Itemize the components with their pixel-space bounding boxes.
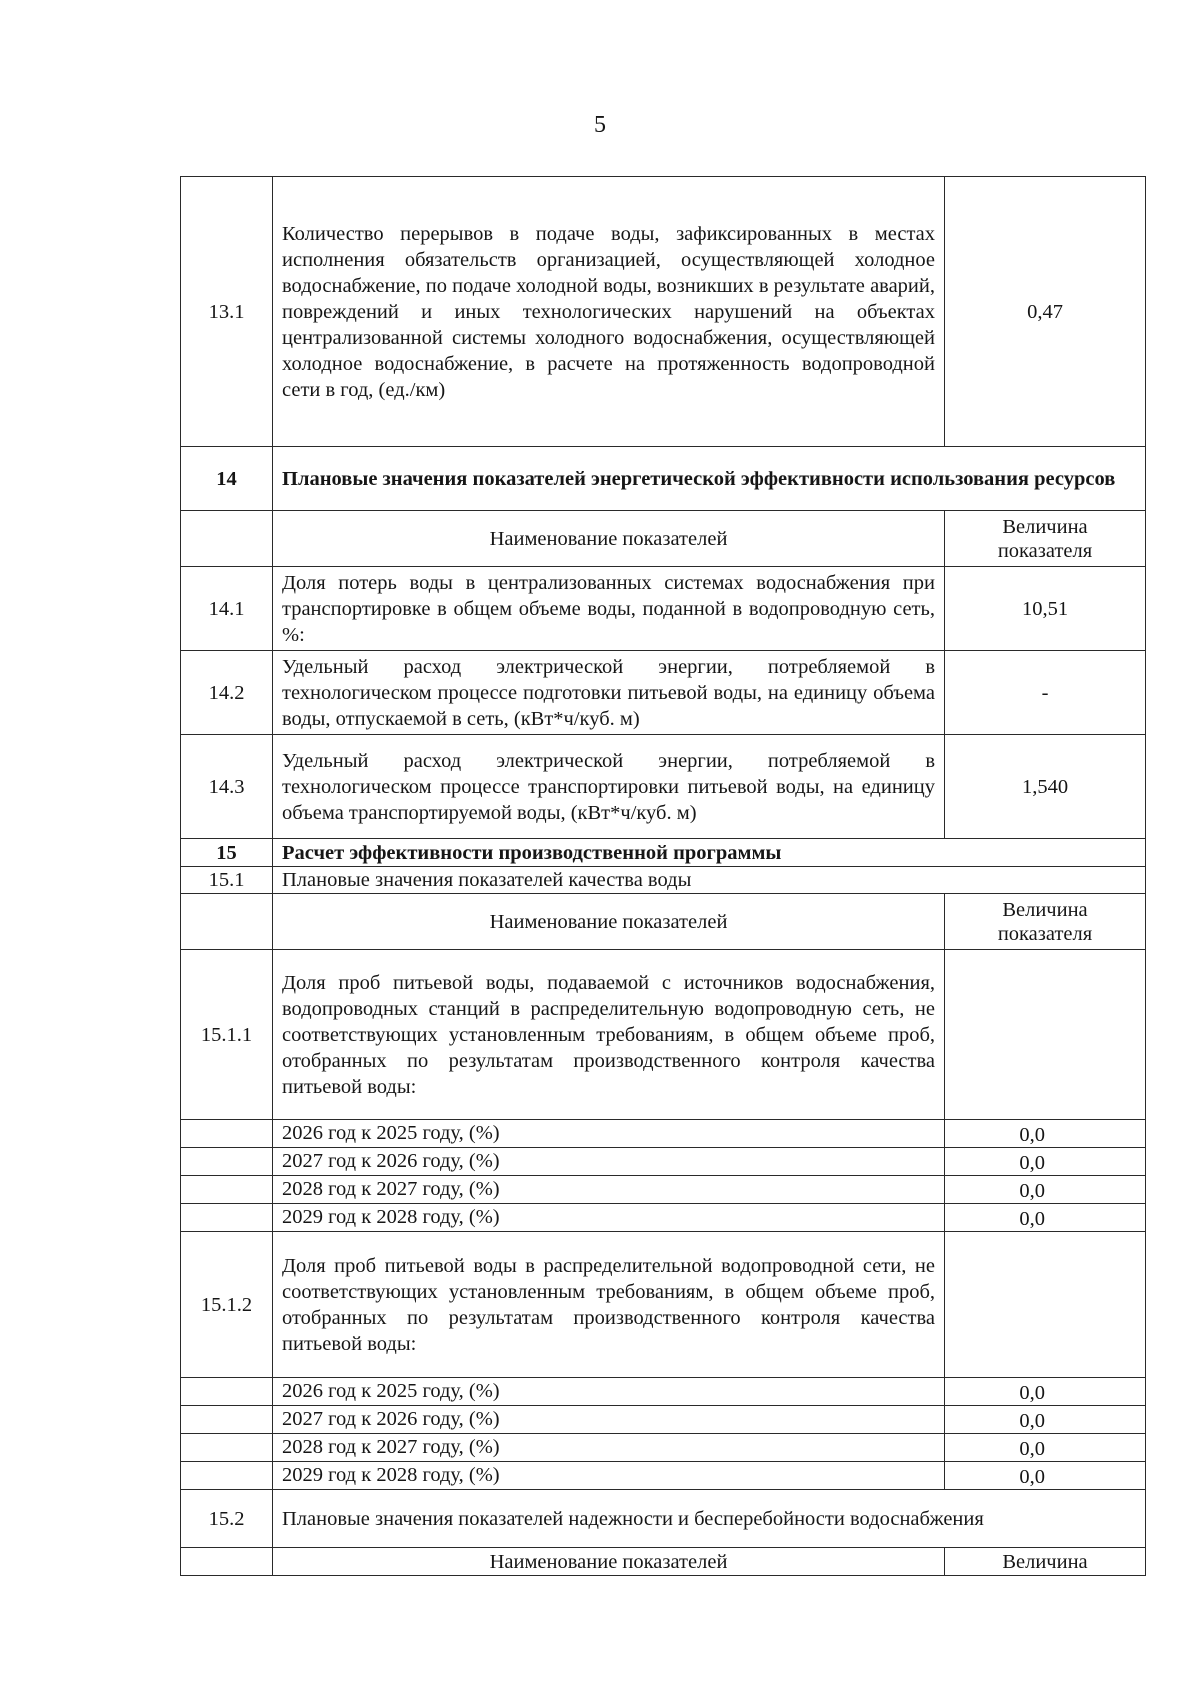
indicator-text: Доля проб питьевой воды в распределительной водопроводной сети, не соответствующих установленным требованиям, в общем объеме проб, отобранных по результатам производственного контроля качества питьевой воды: [273, 1232, 945, 1378]
indicator-value: 10,51 [945, 567, 1146, 651]
table-header-row [181, 511, 1146, 567]
indicator-text: Доля проб питьевой воды, подаваемой с источников водоснабжения, водопроводных станций в распределительную водопроводную сеть, не соответствующих установленным требованиям, в общем объеме проб, отобранных по результатам производственного контроля качества питьевой воды: [273, 950, 945, 1120]
year-row [181, 1148, 1146, 1176]
row-number: 14.2 [181, 651, 273, 735]
table-row [181, 950, 1146, 1120]
table-header-row [181, 894, 1146, 950]
table-row [181, 567, 1146, 651]
year-row [181, 1378, 1146, 1406]
subsection-number: 15.2 [181, 1490, 273, 1548]
row-number: 13.1 [181, 177, 273, 447]
year-label: 2026 год к 2025 году, (%) [273, 1120, 945, 1148]
row-number: 15.1.1 [181, 950, 273, 1120]
year-row [181, 1204, 1146, 1232]
column-header-value: Величина показателя [945, 511, 1146, 567]
year-value: 0,0 [945, 1120, 1146, 1148]
year-value: 0,0 [945, 1148, 1146, 1176]
indicators-table [180, 176, 1146, 1576]
subsection-title: Плановые значения показателей надежности и бесперебойности водоснабжения [273, 1490, 1146, 1548]
section-row [181, 447, 1146, 511]
year-row [181, 1120, 1146, 1148]
subsection-row [181, 867, 1146, 894]
subsection-title: Плановые значения показателей качества воды [273, 867, 1146, 894]
table-row [181, 1232, 1146, 1378]
column-header-name: Наименование показателей [273, 894, 945, 950]
year-value: 0,0 [945, 1406, 1146, 1434]
section-row [181, 839, 1146, 867]
year-label: 2026 год к 2025 году, (%) [273, 1378, 945, 1406]
column-header-value: Величина показателя [945, 894, 1146, 950]
year-value: 0,0 [945, 1462, 1146, 1490]
year-value: 0,0 [945, 1434, 1146, 1462]
year-value: 0,0 [945, 1204, 1146, 1232]
indicator-value: 0,47 [945, 177, 1146, 447]
table-header-row [181, 1548, 1146, 1576]
year-value: 0,0 [945, 1378, 1146, 1406]
row-number: 14.3 [181, 735, 273, 839]
year-row [181, 1434, 1146, 1462]
indicator-text: Удельный расход электрической энергии, потребляемой в технологическом процессе транспортировки питьевой воды, на единицу объема транспортируемой воды, (кВт*ч/куб. м) [273, 735, 945, 839]
year-label: 2029 год к 2028 году, (%) [273, 1204, 945, 1232]
section-number: 15 [181, 839, 273, 867]
row-number: 15.1.2 [181, 1232, 273, 1378]
column-header-name: Наименование показателей [273, 1548, 945, 1576]
year-row [181, 1462, 1146, 1490]
year-row [181, 1176, 1146, 1204]
indicator-text: Количество перерывов в подаче воды, зафиксированных в местах исполнения обязательств организацией, осуществляющей холодное водоснабжение, по подаче холодной воды, возникших в результате аварий, повреждений и иных технологических нарушений на объектах централизованной системы холодного водоснабжения, осуществляющей холодное водоснабжение, в расчете на протяженность водопроводной сети в год, (ед./км) [273, 177, 945, 447]
year-label: 2028 год к 2027 году, (%) [273, 1176, 945, 1204]
indicator-text: Доля потерь воды в централизованных системах водоснабжения при транспортировке в общем объеме воды, поданной в водопроводную сеть, %: [273, 567, 945, 651]
page-number: 5 [594, 112, 606, 138]
indicator-value: 1,540 [945, 735, 1146, 839]
section-title: Расчет эффективности производственной программы [273, 839, 1146, 867]
year-label: 2027 год к 2026 году, (%) [273, 1406, 945, 1434]
column-header-name: Наименование показателей [273, 511, 945, 567]
year-label: 2027 год к 2026 году, (%) [273, 1148, 945, 1176]
section-title: Плановые значения показателей энергетической эффективности использования ресурсов [273, 447, 1146, 511]
table-row [181, 177, 1146, 447]
year-value: 0,0 [945, 1176, 1146, 1204]
indicator-value: - [945, 651, 1146, 735]
year-label: 2028 год к 2027 году, (%) [273, 1434, 945, 1462]
indicator-text: Удельный расход электрической энергии, потребляемой в технологическом процессе подготовки питьевой воды, на единицу объема воды, отпускаемой в сеть, (кВт*ч/куб. м) [273, 651, 945, 735]
subsection-number: 15.1 [181, 867, 273, 894]
table-row [181, 651, 1146, 735]
row-number: 14.1 [181, 567, 273, 651]
year-label: 2029 год к 2028 году, (%) [273, 1462, 945, 1490]
section-number: 14 [181, 447, 273, 511]
year-row [181, 1406, 1146, 1434]
subsection-row [181, 1490, 1146, 1548]
column-header-value: Величина [945, 1548, 1146, 1576]
table-row [181, 735, 1146, 839]
